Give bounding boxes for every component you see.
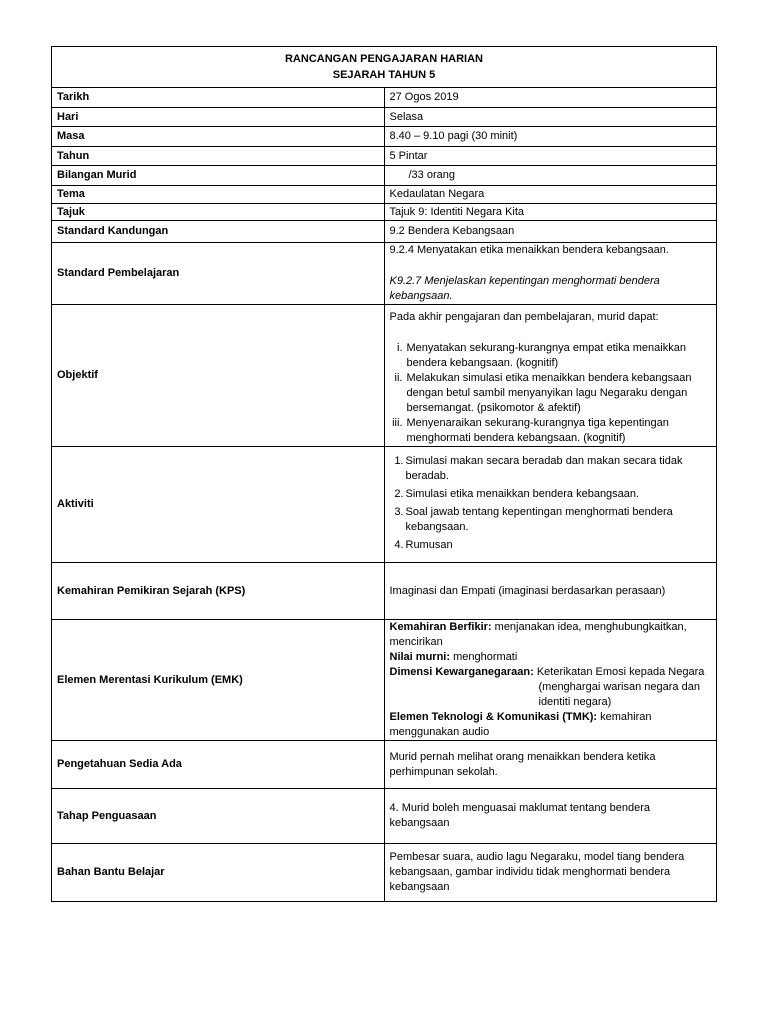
row-tahap-penguasaan bbox=[52, 789, 717, 844]
row-standard-kandungan bbox=[52, 221, 717, 243]
aktiviti-list bbox=[390, 454, 712, 553]
row-hari bbox=[52, 108, 717, 127]
value-emk bbox=[384, 620, 717, 741]
value-standard-pembelajaran bbox=[384, 243, 717, 305]
value-tahun: 5 Pintar bbox=[384, 147, 717, 166]
row-standard-pembelajaran bbox=[52, 243, 717, 305]
label-bilangan-murid: Bilangan Murid bbox=[52, 166, 385, 186]
sp-line-2: K9.2.7 Menjelaskan kepentingan menghormati bendera kebangsaan. bbox=[389, 275, 660, 302]
value-standard-kandungan: 9.2 Bendera Kebangsaan bbox=[384, 221, 717, 243]
label-hari: Hari bbox=[52, 108, 385, 127]
label-masa: Masa bbox=[52, 127, 385, 147]
value-hari: Selasa bbox=[384, 108, 717, 127]
row-masa bbox=[52, 127, 717, 147]
value-tema: Kedaulatan Negara bbox=[384, 186, 717, 204]
value-tarikh: 27 Ogos 2019 bbox=[384, 88, 717, 108]
list-item: i. Menyatakan sekurang-kurangnya empat etika menaikkan bendera kebangsaan. (kognitif) bbox=[397, 342, 686, 369]
objektif-intro: Pada akhir pengajaran dan pembelajaran, murid dapat: bbox=[389, 311, 659, 323]
list-item: 4. Rumusan bbox=[394, 538, 453, 551]
list-item: 3. Soal jawab tentang kepentingan menghormati bendera kebangsaan. bbox=[394, 505, 673, 533]
row-objektif bbox=[52, 305, 717, 447]
value-tajuk: Tajuk 9: Identiti Negara Kita bbox=[384, 204, 717, 221]
value-aktiviti bbox=[384, 447, 717, 563]
lesson-plan-table bbox=[51, 46, 717, 902]
list-item: ii. Melakukan simulasi etika menaikkan bendera kebangsaan dengan betul sambil menyanyikan lagu Negaraku dengan bersemangat. (psikomotor & afektif) bbox=[394, 372, 692, 414]
list-item: iii. Menyenaraikan sekurang-kurangnya tiga kepentingan menghormati bendera kebangsaan. (kognitif) bbox=[392, 417, 669, 444]
emk-line-3: Dimensi Kewarganegaraan: Keterikatan Emosi kepada Negara bbox=[389, 666, 705, 678]
row-aktiviti bbox=[52, 447, 717, 563]
label-tarikh: Tarikh bbox=[52, 88, 385, 108]
emk-line-1: Kemahiran Berfikir: menjanakan idea, menghubungkaitkan, mencirikan bbox=[389, 621, 687, 648]
table-header bbox=[52, 47, 717, 88]
value-tahap-penguasaan: 4. Murid boleh menguasai maklumat tentang bendera kebangsaan bbox=[384, 789, 717, 844]
label-objektif: Objektif bbox=[52, 305, 385, 447]
label-tahap-penguasaan: Tahap Penguasaan bbox=[52, 789, 385, 844]
row-pengetahuan-sedia-ada bbox=[52, 741, 717, 789]
label-tahun: Tahun bbox=[52, 147, 385, 166]
sp-line-1: 9.2.4 Menyatakan etika menaikkan bendera kebangsaan. bbox=[389, 244, 669, 256]
label-bahan-bantu-belajar: Bahan Bantu Belajar bbox=[52, 844, 385, 902]
row-tahun bbox=[52, 147, 717, 166]
row-bahan-bantu-belajar bbox=[52, 844, 717, 902]
label-tajuk: Tajuk bbox=[52, 204, 385, 221]
emk-line-4: Elemen Teknologi & Komunikasi (TMK): kemahiran menggunakan audio bbox=[389, 711, 652, 738]
list-item: 1. Simulasi makan secara beradab dan makan secara tidak beradab. bbox=[394, 454, 683, 482]
value-masa: 8.40 – 9.10 pagi (30 minit) bbox=[384, 127, 717, 147]
value-bahan-bantu-belajar: Pembesar suara, audio lagu Negaraku, model tiang bendera kebangsaan, gambar individu tidak menghormati bendera kebangsaan bbox=[384, 844, 717, 902]
label-emk: Elemen Merentasi Kurikulum (EMK) bbox=[52, 620, 385, 741]
label-aktiviti: Aktiviti bbox=[52, 447, 385, 563]
document-title: RANCANGAN PENGAJARAN HARIAN bbox=[284, 53, 483, 65]
value-pengetahuan-sedia-ada: Murid pernah melihat orang menaikkan bendera ketika perhimpunan sekolah. bbox=[384, 741, 717, 789]
row-bilangan-murid bbox=[52, 166, 717, 186]
label-tema: Tema bbox=[52, 186, 385, 204]
objektif-list bbox=[390, 341, 712, 446]
label-pengetahuan-sedia-ada: Pengetahuan Sedia Ada bbox=[52, 741, 385, 789]
emk-line-2: Nilai murni: menghormati bbox=[389, 651, 518, 663]
row-tajuk bbox=[52, 204, 717, 221]
label-kps: Kemahiran Pemikiran Sejarah (KPS) bbox=[52, 563, 385, 620]
value-objektif bbox=[384, 305, 717, 447]
row-kps bbox=[52, 563, 717, 620]
emk-line-3b: (menghargai warisan negara dan identiti negara) bbox=[538, 681, 700, 708]
value-kps: Imaginasi dan Empati (imaginasi berdasarkan perasaan) bbox=[384, 563, 717, 620]
value-bilangan-murid: /33 orang bbox=[384, 166, 717, 186]
row-emk bbox=[52, 620, 717, 741]
row-tema bbox=[52, 186, 717, 204]
list-item: 2. Simulasi etika menaikkan bendera kebangsaan. bbox=[394, 487, 640, 500]
row-tarikh bbox=[52, 88, 717, 108]
label-standard-pembelajaran: Standard Pembelajaran bbox=[52, 243, 385, 305]
label-standard-kandungan: Standard Kandungan bbox=[52, 221, 385, 243]
document-subtitle: SEJARAH TAHUN 5 bbox=[332, 69, 436, 81]
